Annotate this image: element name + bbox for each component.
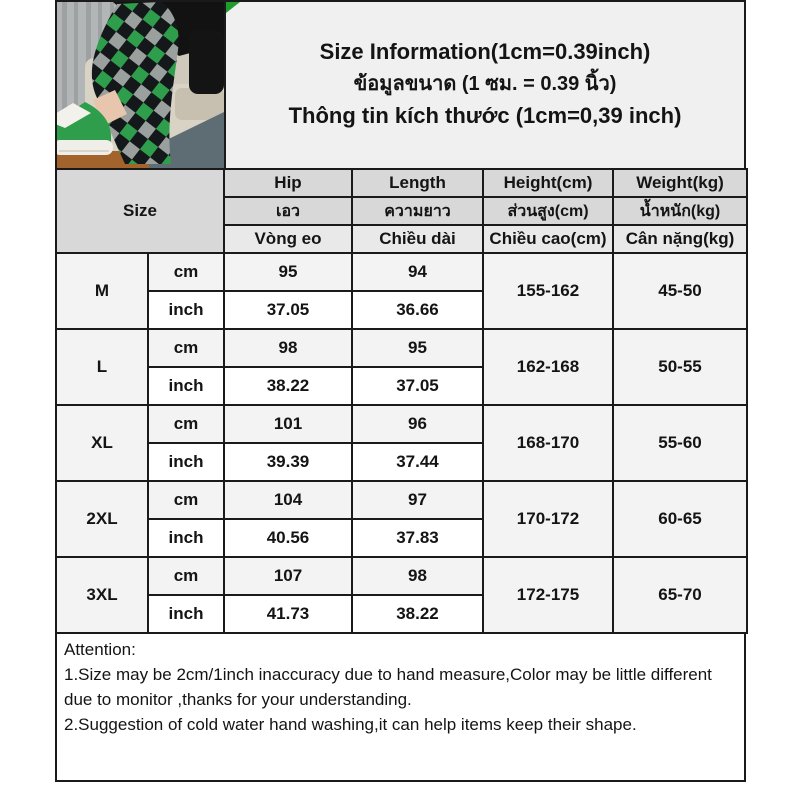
attention-box	[55, 634, 746, 782]
unit-cell-cm: cm	[148, 481, 224, 519]
product-photo	[57, 2, 226, 168]
product-photo-illustration	[57, 2, 224, 168]
col-header-weight-en: Weight(kg)	[613, 169, 747, 197]
hip-cm-value: 98	[224, 329, 352, 367]
height-range-cell: 172-175	[483, 557, 613, 633]
col-header-weight-th: น้ำหนัก(kg)	[613, 197, 747, 225]
unit-cell-cm: cm	[148, 253, 224, 291]
col-header-length-vi: Chiều dài	[352, 225, 483, 253]
height-range-cell: 168-170	[483, 405, 613, 481]
unit-cell-inch: inch	[148, 519, 224, 557]
title-panel	[226, 2, 744, 168]
length-cm-value: 96	[352, 405, 483, 443]
attention-item: 1.Size may be 2cm/1inch inaccuracy due to hand measure,Color may be little different due to monitor ,thanks for your understanding.	[64, 665, 712, 709]
unit-cell-inch: inch	[148, 367, 224, 405]
length-cm-value: 95	[352, 329, 483, 367]
length-inch-value: 37.83	[352, 519, 483, 557]
title-thai: ข้อมูลขนาด (1 ซม. = 0.39 นิ้ว)	[353, 73, 617, 95]
col-header-hip-en: Hip	[224, 169, 352, 197]
length-inch-value: 37.05	[352, 367, 483, 405]
attention-item: 2.Suggestion of cold water hand washing,it can help items keep their shape.	[64, 715, 637, 734]
weight-range-cell: 60-65	[613, 481, 747, 557]
unit-cell-inch: inch	[148, 595, 224, 633]
col-header-height-en: Height(cm)	[483, 169, 613, 197]
height-range-cell: 170-172	[483, 481, 613, 557]
unit-cell-inch: inch	[148, 443, 224, 481]
col-header-hip-vi: Vòng eo	[224, 225, 352, 253]
hip-inch-value: 38.22	[224, 367, 352, 405]
title-vietnamese: Thông tin kích thước (1cm=0,39 inch)	[288, 103, 682, 128]
length-inch-value: 36.66	[352, 291, 483, 329]
col-header-hip-th: เอว	[224, 197, 352, 225]
col-header-length-en: Length	[352, 169, 483, 197]
length-inch-value: 38.22	[352, 595, 483, 633]
hip-cm-value: 104	[224, 481, 352, 519]
attention-heading: Attention:	[64, 640, 136, 659]
col-header-height-th: ส่วนสูง(cm)	[483, 197, 613, 225]
length-cm-value: 94	[352, 253, 483, 291]
height-range-cell: 155-162	[483, 253, 613, 329]
weight-range-cell: 45-50	[613, 253, 747, 329]
weight-range-cell: 50-55	[613, 329, 747, 405]
length-cm-value: 97	[352, 481, 483, 519]
unit-cell-inch: inch	[148, 291, 224, 329]
row-l-cm	[56, 329, 747, 367]
height-range-cell: 162-168	[483, 329, 613, 405]
length-inch-value: 37.44	[352, 443, 483, 481]
size-header-cell: Size	[56, 169, 224, 253]
col-header-weight-vi: Cân nặng(kg)	[613, 225, 747, 253]
top-section	[55, 0, 746, 170]
hip-inch-value: 39.39	[224, 443, 352, 481]
hip-cm-value: 95	[224, 253, 352, 291]
title-english: Size Information(1cm=0.39inch)	[319, 39, 651, 64]
size-cell: L	[56, 329, 148, 405]
corner-accent-icon	[226, 2, 240, 13]
row-m-cm	[56, 253, 747, 291]
row-3xl-cm	[56, 557, 747, 595]
content-area	[55, 0, 746, 782]
header-row-english	[56, 169, 747, 197]
hip-inch-value: 41.73	[224, 595, 352, 633]
size-cell: M	[56, 253, 148, 329]
unit-cell-cm: cm	[148, 405, 224, 443]
unit-cell-cm: cm	[148, 557, 224, 595]
hip-cm-value: 101	[224, 405, 352, 443]
weight-range-cell: 65-70	[613, 557, 747, 633]
weight-range-cell: 55-60	[613, 405, 747, 481]
length-cm-value: 98	[352, 557, 483, 595]
hip-inch-value: 40.56	[224, 519, 352, 557]
hip-cm-value: 107	[224, 557, 352, 595]
unit-cell-cm: cm	[148, 329, 224, 367]
col-header-height-vi: Chiều cao(cm)	[483, 225, 613, 253]
hip-inch-value: 37.05	[224, 291, 352, 329]
size-table	[55, 168, 748, 634]
col-header-length-th: ความยาว	[352, 197, 483, 225]
size-cell: 3XL	[56, 557, 148, 633]
size-cell: 2XL	[56, 481, 148, 557]
size-cell: XL	[56, 405, 148, 481]
row-2xl-cm	[56, 481, 747, 519]
row-xl-cm	[56, 405, 747, 443]
